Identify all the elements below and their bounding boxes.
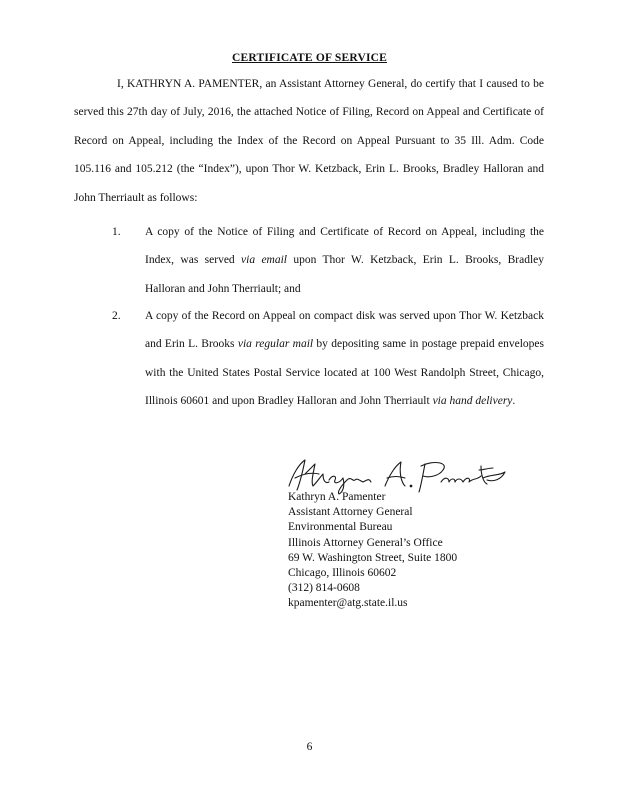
list-item bbox=[74, 218, 544, 303]
signer-name: Kathryn A. Pamenter bbox=[288, 491, 386, 503]
item-emphasis: via regular mail bbox=[237, 338, 314, 351]
signer-phone: (312) 814-0608 bbox=[288, 582, 360, 595]
signer-email: kpamenter@atg.state.il.us bbox=[288, 597, 408, 610]
item-body bbox=[145, 302, 544, 416]
item-text: A copy of the Record on Appeal on compact disk was served upon Thor W. Ketzback and Erin L. Brooks bbox=[145, 310, 544, 351]
item-emphasis: via email bbox=[241, 254, 288, 267]
signer-address: 69 W. Washington Street, Suite 1800 bbox=[288, 551, 458, 564]
item-number: 1. bbox=[112, 226, 121, 238]
item-text: . bbox=[512, 395, 516, 408]
page-title: CERTIFICATE OF SERVICE bbox=[231, 52, 388, 64]
item-text: upon Thor W. Ketzback, Erin L. Brooks, Bradley Halloran and John Therriault; and bbox=[145, 254, 544, 295]
list-item bbox=[74, 302, 544, 416]
item-text: A copy of the Notice of Filing and Certificate of Record on Appeal, including the Index, was served bbox=[145, 226, 544, 267]
page-number: 6 bbox=[306, 741, 313, 753]
signature-block bbox=[288, 490, 457, 612]
intro-paragraph: I, KATHRYN A. PAMENTER, an Assistant Attorney General, do certify that I caused to be served this 27th day of July, 2016, the attached Notice of Filing, Record on Appeal and Certificate of Record on Appeal, including the Index of the Record on Appeal Pursuant to 35 Ill. Adm. Code 105.116 and 105.212 (the “Index”), upon Thor W. Ketzback, Erin L. Brooks, Bradley Halloran and John Therriault as follows: bbox=[74, 78, 544, 204]
signer-city: Chicago, Illinois 60602 bbox=[288, 567, 397, 580]
signer-office: Illinois Attorney General’s Office bbox=[288, 536, 443, 549]
item-number: 2. bbox=[112, 310, 121, 322]
signer-bureau: Environmental Bureau bbox=[288, 521, 393, 534]
item-emphasis-2: via hand delivery bbox=[432, 395, 513, 408]
item-body bbox=[145, 218, 544, 303]
signer-title: Assistant Attorney General bbox=[288, 506, 413, 519]
item-text: by depositing same in postage prepaid envelopes with the United States Postal Service located at 100 West Randolph Street, Chicago, Illinois 60601 and upon Bradley Halloran and John Therriault bbox=[145, 338, 544, 408]
